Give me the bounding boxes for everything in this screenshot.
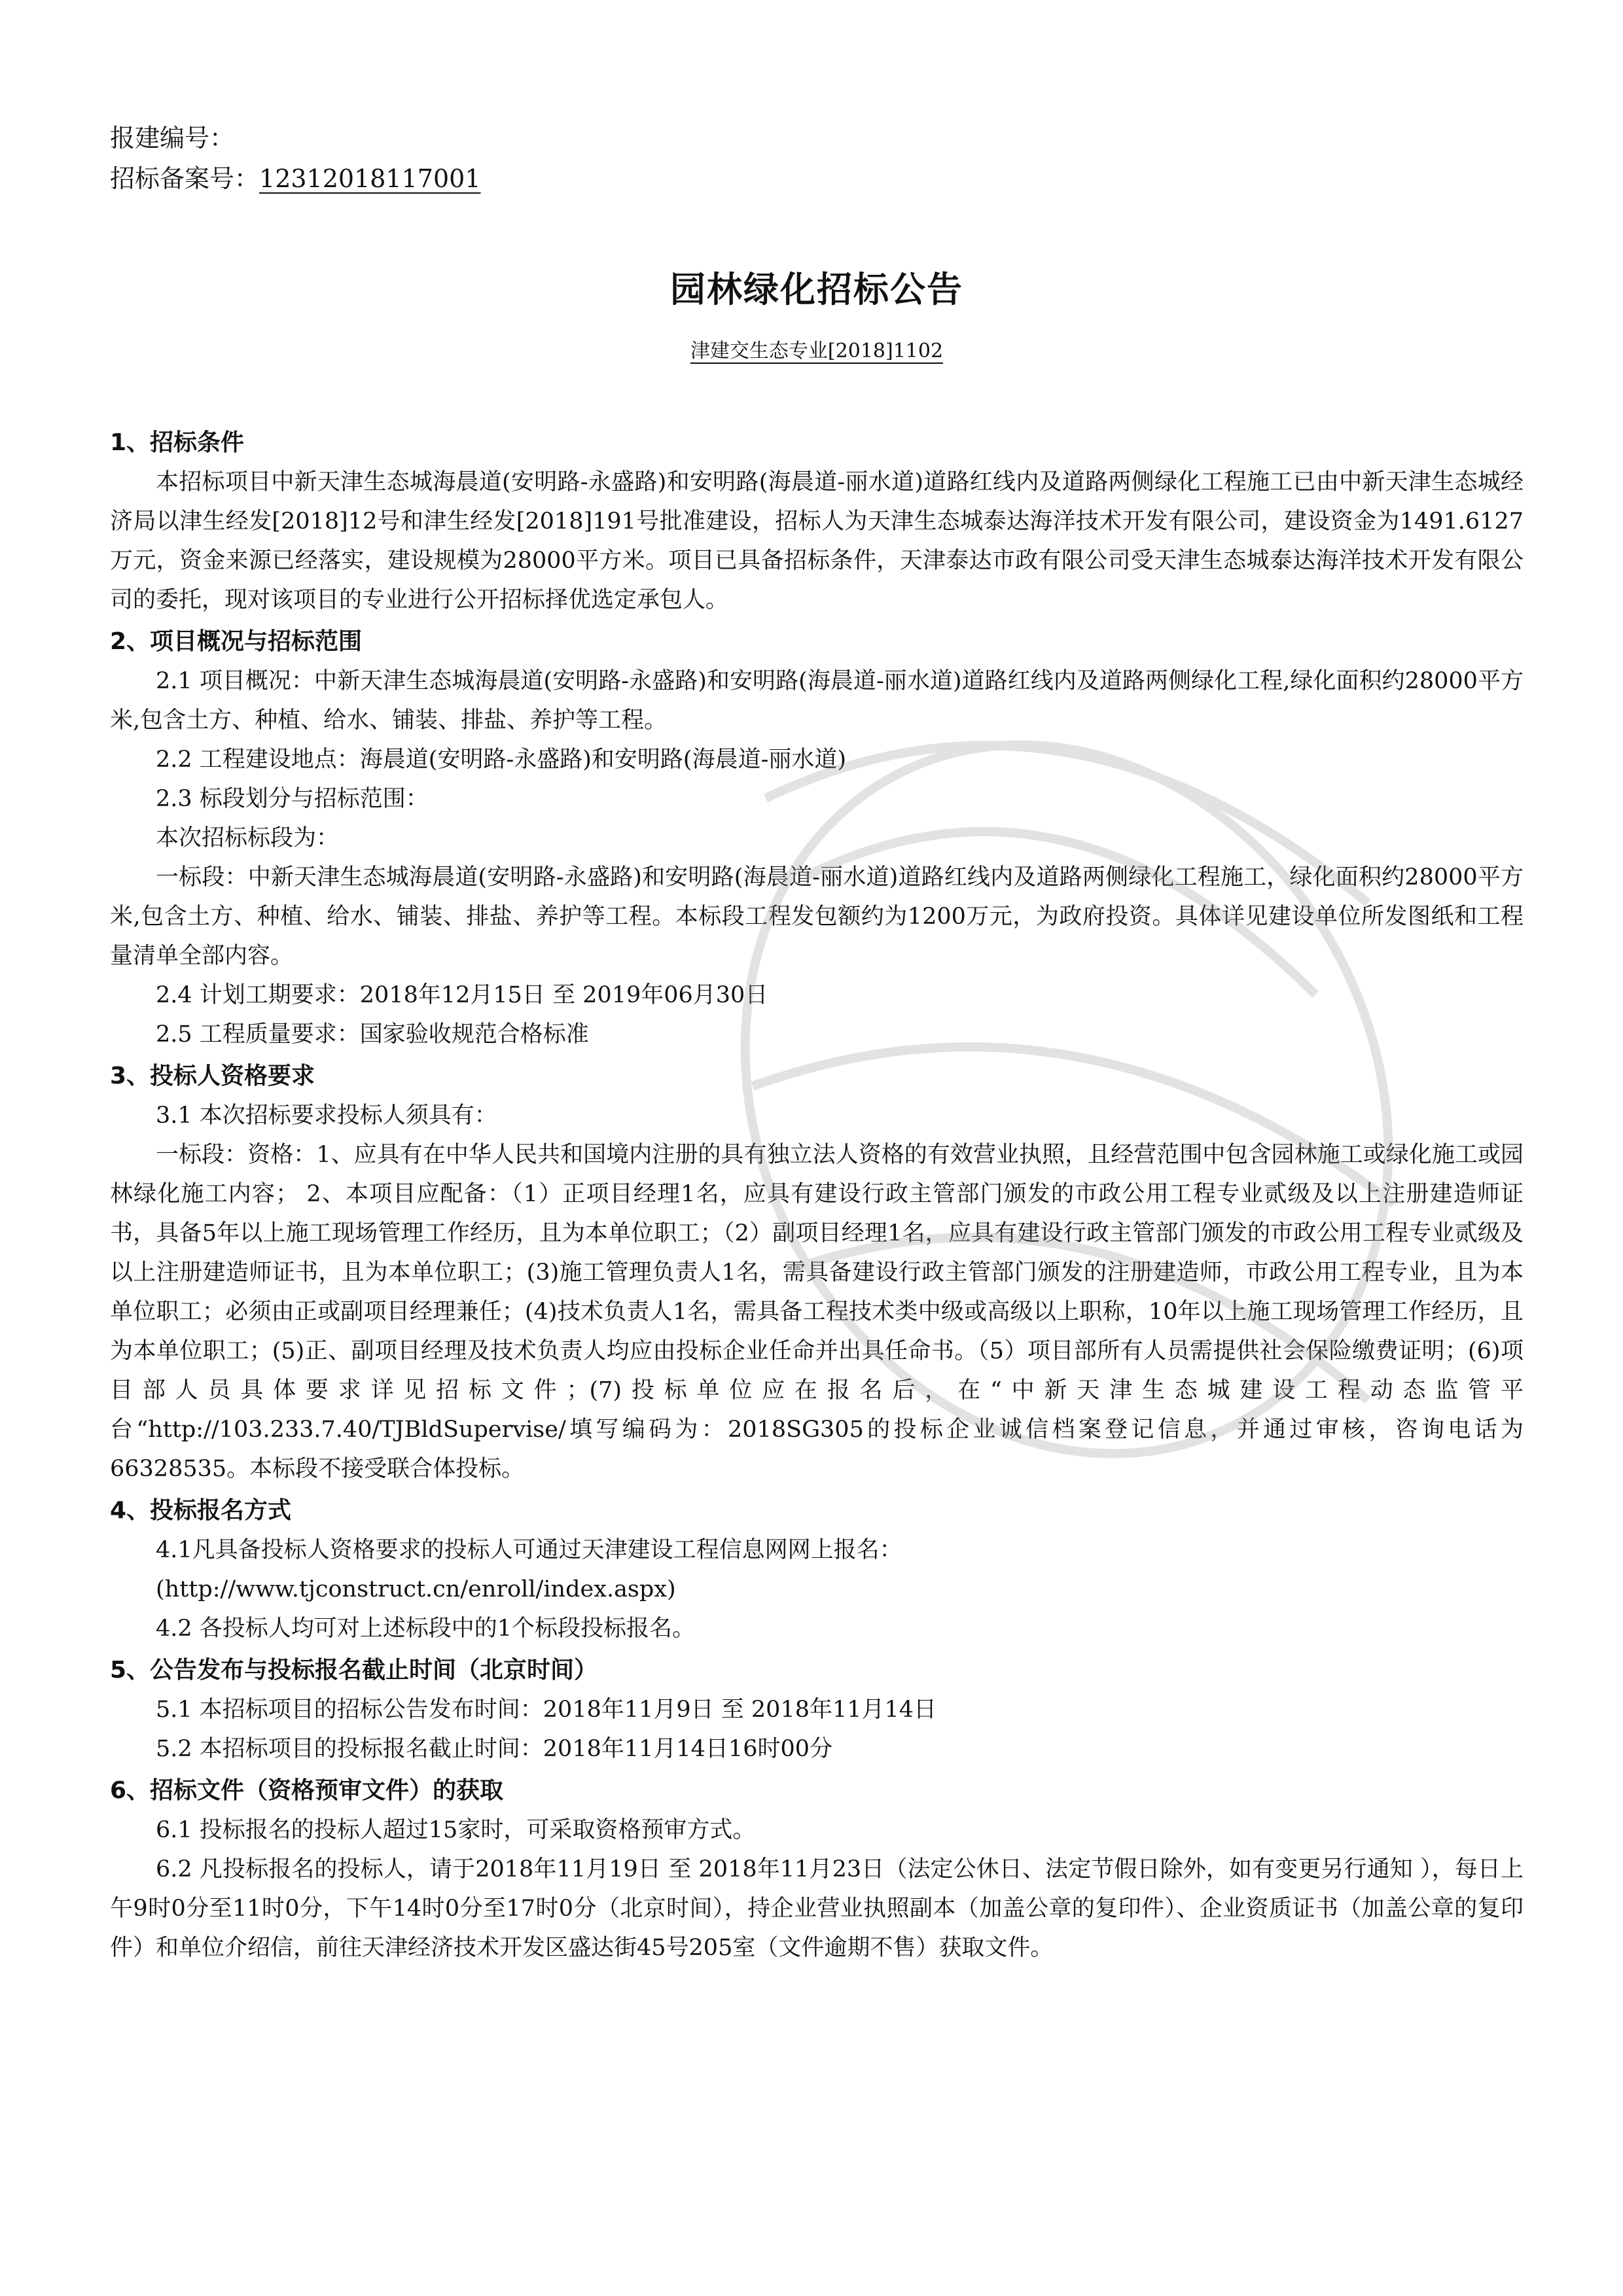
- section-paragraph: 2.5 工程质量要求：国家验收规范合格标准: [156, 1021, 589, 1048]
- document-number: [110, 334, 1524, 363]
- section-paragraph: 4.2 各投标人均可对上述标段中的1个标段投标报名。: [156, 1616, 696, 1642]
- filing-number-label: 招标备案号：: [110, 164, 260, 193]
- section-paragraph: 2.2 工程建设地点：海晨道(安明路-永盛路)和安明路(海晨道-丽水道): [156, 747, 847, 773]
- section-1: [110, 423, 1524, 620]
- filing-number-line: [110, 158, 1524, 199]
- section-heading: 2、项目概况与招标范围: [110, 628, 363, 655]
- document-number-text: 津建交生态专业[2018]1102: [690, 340, 944, 362]
- section-paragraph: 本次招标标段为：: [156, 825, 340, 851]
- section-paragraph: 一标段：中新天津生态城海晨道(安明路-永盛路)和安明路(海晨道-丽水道)道路红线内及道路两侧绿化工程施工，绿化面积约28000平方米,包含土方、种植、给水、铺装、排盐、养护等工程。本标段工程发包额约为1200万元，为政府投资。具体详见建设单位所发图纸和工程量清单全部内容。: [110, 864, 1524, 969]
- section-5: [110, 1651, 1524, 1769]
- section-paragraph: 2.4 计划工期要求：2018年12月15日 至 2019年06月30日: [156, 982, 768, 1008]
- project-number-line: [110, 118, 1524, 158]
- section-paragraph: 3.1 本次招标要求投标人须具有：: [156, 1103, 497, 1129]
- project-number-label: 报建编号：: [110, 124, 235, 152]
- section-heading: 6、招标文件（资格预审文件）的获取: [110, 1777, 504, 1804]
- section-heading: 1、招标条件: [110, 429, 245, 456]
- notice-page: [110, 118, 1524, 1968]
- sections: [110, 423, 1524, 1968]
- section-paragraph: 一标段：资格：1、应具有在中华人民共和国境内注册的具有独立法人资格的有效营业执照，且经营范围中包含园林施工或绿化施工或园林绿化施工内容； 2、本项目应配备：（1）正项目经理1名，应具有建设行政主管部门颁发的市政公用工程专业贰级及以上注册建造师证书，具备5年以上施工现场管理工作经历，且为本单位职工；（2）副项目经理1名，应具有建设行政主管部门颁发的市政公用工程专业贰级及以上注册建造师证书，且为本单位职工；(3)施工管理负责人1名，需具备建设行政主管部门颁发的注册建造师，市政公用工程专业，且为本单位职工；必须由正或副项目经理兼任；(4)技术负责人1名，需具备工程技术类中级或高级以上职称，10年以上施工现场管理工作经历，且为本单位职工；(5)正、副项目经理及技术负责人均应由投标企业任命并出具任命书。（5）项目部所有人员需提供社会保险缴费证明；(6)项目部人员具体要求详见招标文件；(7)投标单位应在报名后，在“中新天津生态城建设工程动态监管平台“http://103.233.7.40/TJBldSupervise/填写编码为：2018SG305的投标企业诚信档案登记信息，并通过审核，咨询电话为66328535。本标段不接受联合体投标。: [110, 1142, 1524, 1482]
- section-paragraph: 5.2 本招标项目的投标报名截止时间：2018年11月14日16时00分: [156, 1736, 833, 1762]
- page-title: 园林绿化招标公告: [670, 269, 963, 310]
- section-paragraph: 6.1 投标报名的投标人超过15家时，可采取资格预审方式。: [156, 1817, 756, 1843]
- section-2: [110, 622, 1524, 1054]
- section-heading: 3、投标人资格要求: [110, 1063, 315, 1089]
- section-paragraph: 2.1 项目概况：中新天津生态城海晨道(安明路-永盛路)和安明路(海晨道-丽水道)道路红线内及道路两侧绿化工程,绿化面积约28000平方米,包含土方、种植、给水、铺装、排盐、养护等工程。: [110, 668, 1524, 733]
- section-paragraph: 本招标项目中新天津生态城海晨道(安明路-永盛路)和安明路(海晨道-丽水道)道路红线内及道路两侧绿化工程施工已由中新天津生态城经济局以津生经发[2018]12号和津生经发[2018]191号批准建设，招标人为天津生态城泰达海洋技术开发有限公司，建设资金为1491.6127万元，资金来源已经落实，建设规模为28000平方米。项目已具备招标条件，天津泰达市政有限公司受天津生态城泰达海洋技术开发有限公司的委托，现对该项目的专业进行公开招标择优选定承包人。: [110, 469, 1524, 613]
- section-paragraph: 2.3 标段划分与招标范围：: [156, 786, 429, 812]
- section-3: [110, 1057, 1524, 1489]
- filing-number-value: 12312018117001: [259, 164, 481, 193]
- enroll-url: (http://www.tjconstruct.cn/enroll/index.aspx): [156, 1576, 676, 1602]
- section-heading: 4、投标报名方式: [110, 1497, 292, 1524]
- section-heading: 5、公告发布与投标报名截止时间（北京时间）: [110, 1657, 598, 1684]
- section-6: [110, 1771, 1524, 1968]
- section-4: [110, 1491, 1524, 1648]
- section-paragraph: 5.1 本招标项目的招标公告发布时间：2018年11月9日 至 2018年11月14日: [156, 1697, 937, 1723]
- section-paragraph: 4.1凡具备投标人资格要求的投标人可通过天津建设工程信息网网上报名：: [156, 1537, 902, 1563]
- section-paragraph: 6.2 凡投标报名的投标人，请于2018年11月19日 至 2018年11月23日（法定公休日、法定节假日除外，如有变更另行通知 ），每日上午9时0分至11时0分，下午14时0分至17时0分（北京时间），持企业营业执照副本（加盖公章的复印件）、企业资质证书（加盖公章的复印件）和单位介绍信，前往天津经济技术开发区盛达街45号205室（文件逾期不售）获取文件。: [110, 1856, 1524, 1961]
